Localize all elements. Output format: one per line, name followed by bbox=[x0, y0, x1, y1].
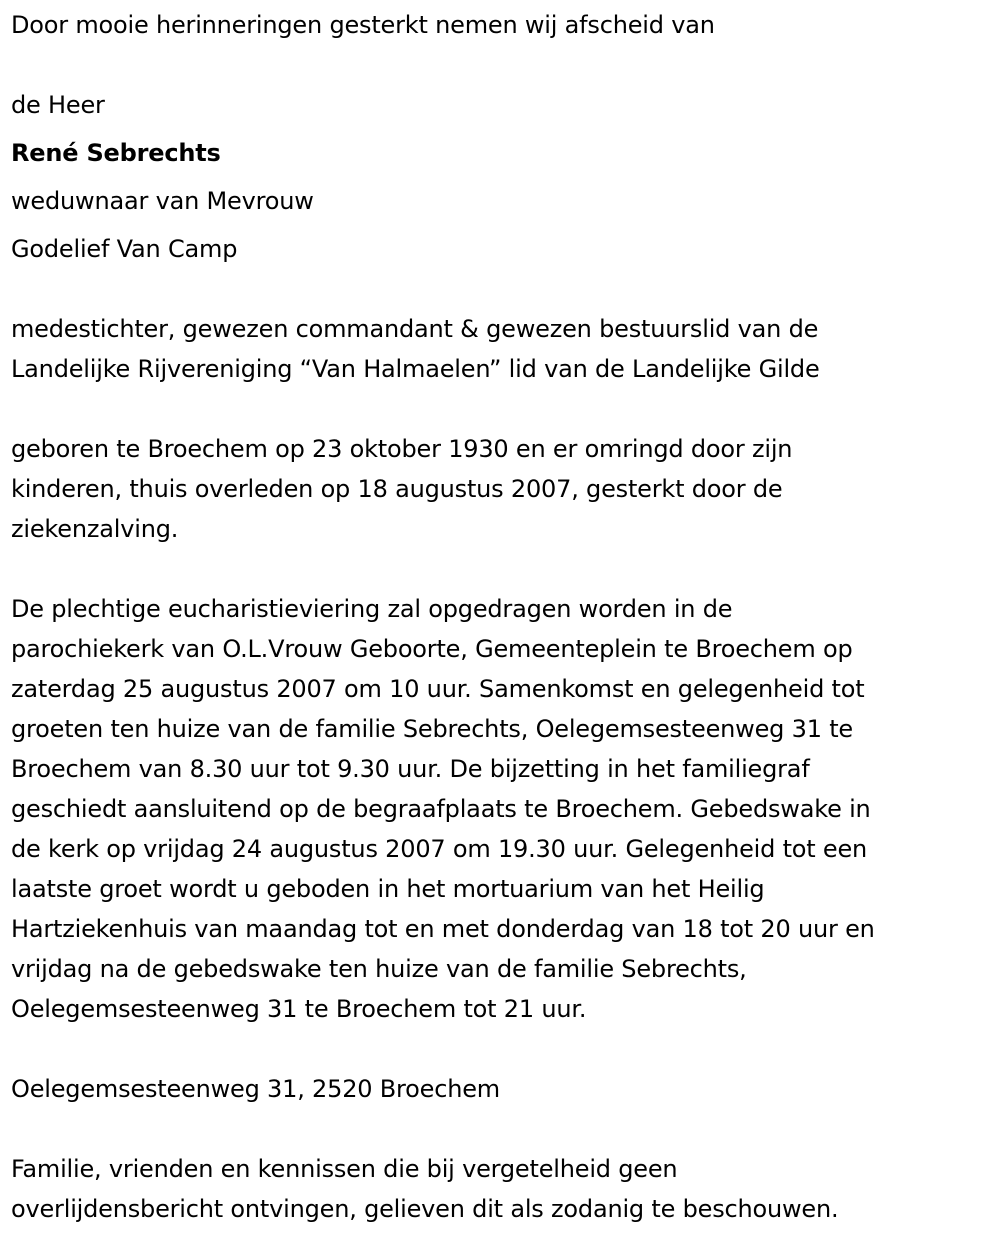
closing-line: overlijdensbericht ontvingen, gelieven dit als zodanig te beschouwen. bbox=[11, 1195, 839, 1223]
intro-text: Door mooie herinneringen gesterkt nemen wij afscheid van bbox=[11, 11, 715, 39]
closing-paragraph bbox=[11, 1149, 991, 1229]
roles-line: Landelijke Rijvereniging “Van Halmaelen” lid van de Landelijke Gilde bbox=[11, 355, 820, 383]
ceremony-line: De plechtige eucharistieviering zal opgedragen worden in de bbox=[11, 595, 733, 623]
widower-line-1: weduwnaar van Mevrouw bbox=[11, 187, 314, 215]
ceremony-line: parochiekerk van O.L.Vrouw Geboorte, Gemeenteplein te Broechem op bbox=[11, 635, 853, 663]
title-prefix: de Heer bbox=[11, 91, 105, 119]
ceremony-line: geschiedt aansluitend op de begraafplaats te Broechem. Gebedswake in bbox=[11, 795, 871, 823]
ceremony-line: Broechem van 8.30 uur tot 9.30 uur. De bijzetting in het familiegraf bbox=[11, 755, 810, 783]
birth-death-paragraph bbox=[11, 429, 991, 549]
birth-death-line: ziekenzalving. bbox=[11, 515, 179, 543]
address-line: Oelegemsesteenweg 31, 2520 Broechem bbox=[11, 1075, 500, 1103]
ceremony-line: laatste groet wordt u geboden in het mortuarium van het Heilig bbox=[11, 875, 765, 903]
birth-death-line: kinderen, thuis overleden op 18 augustus 2007, gesterkt door de bbox=[11, 475, 783, 503]
deceased-name: René Sebrechts bbox=[11, 139, 221, 167]
ceremony-line: Oelegemsesteenweg 31 te Broechem tot 21 uur. bbox=[11, 995, 587, 1023]
ceremony-line: vrijdag na de gebedswake ten huize van de familie Sebrechts, bbox=[11, 955, 747, 983]
birth-death-line: geboren te Broechem op 23 oktober 1930 en er omringd door zijn bbox=[11, 435, 793, 463]
closing-line: Familie, vrienden en kennissen die bij vergetelheid geen bbox=[11, 1155, 678, 1183]
widower-line-2: Godelief Van Camp bbox=[11, 235, 238, 263]
obituary-document bbox=[11, 0, 991, 1229]
ceremony-line: Hartziekenhuis van maandag tot en met donderdag van 18 tot 20 uur en bbox=[11, 915, 875, 943]
ceremony-line: groeten ten huize van de familie Sebrechts, Oelegemsesteenweg 31 te bbox=[11, 715, 853, 743]
ceremony-line: zaterdag 25 augustus 2007 om 10 uur. Samenkomst en gelegenheid tot bbox=[11, 675, 865, 703]
roles-paragraph bbox=[11, 309, 991, 389]
roles-line: medestichter, gewezen commandant & gewezen bestuurslid van de bbox=[11, 315, 819, 343]
ceremony-paragraph bbox=[11, 589, 991, 1029]
ceremony-line: de kerk op vrijdag 24 augustus 2007 om 19.30 uur. Gelegenheid tot een bbox=[11, 835, 868, 863]
